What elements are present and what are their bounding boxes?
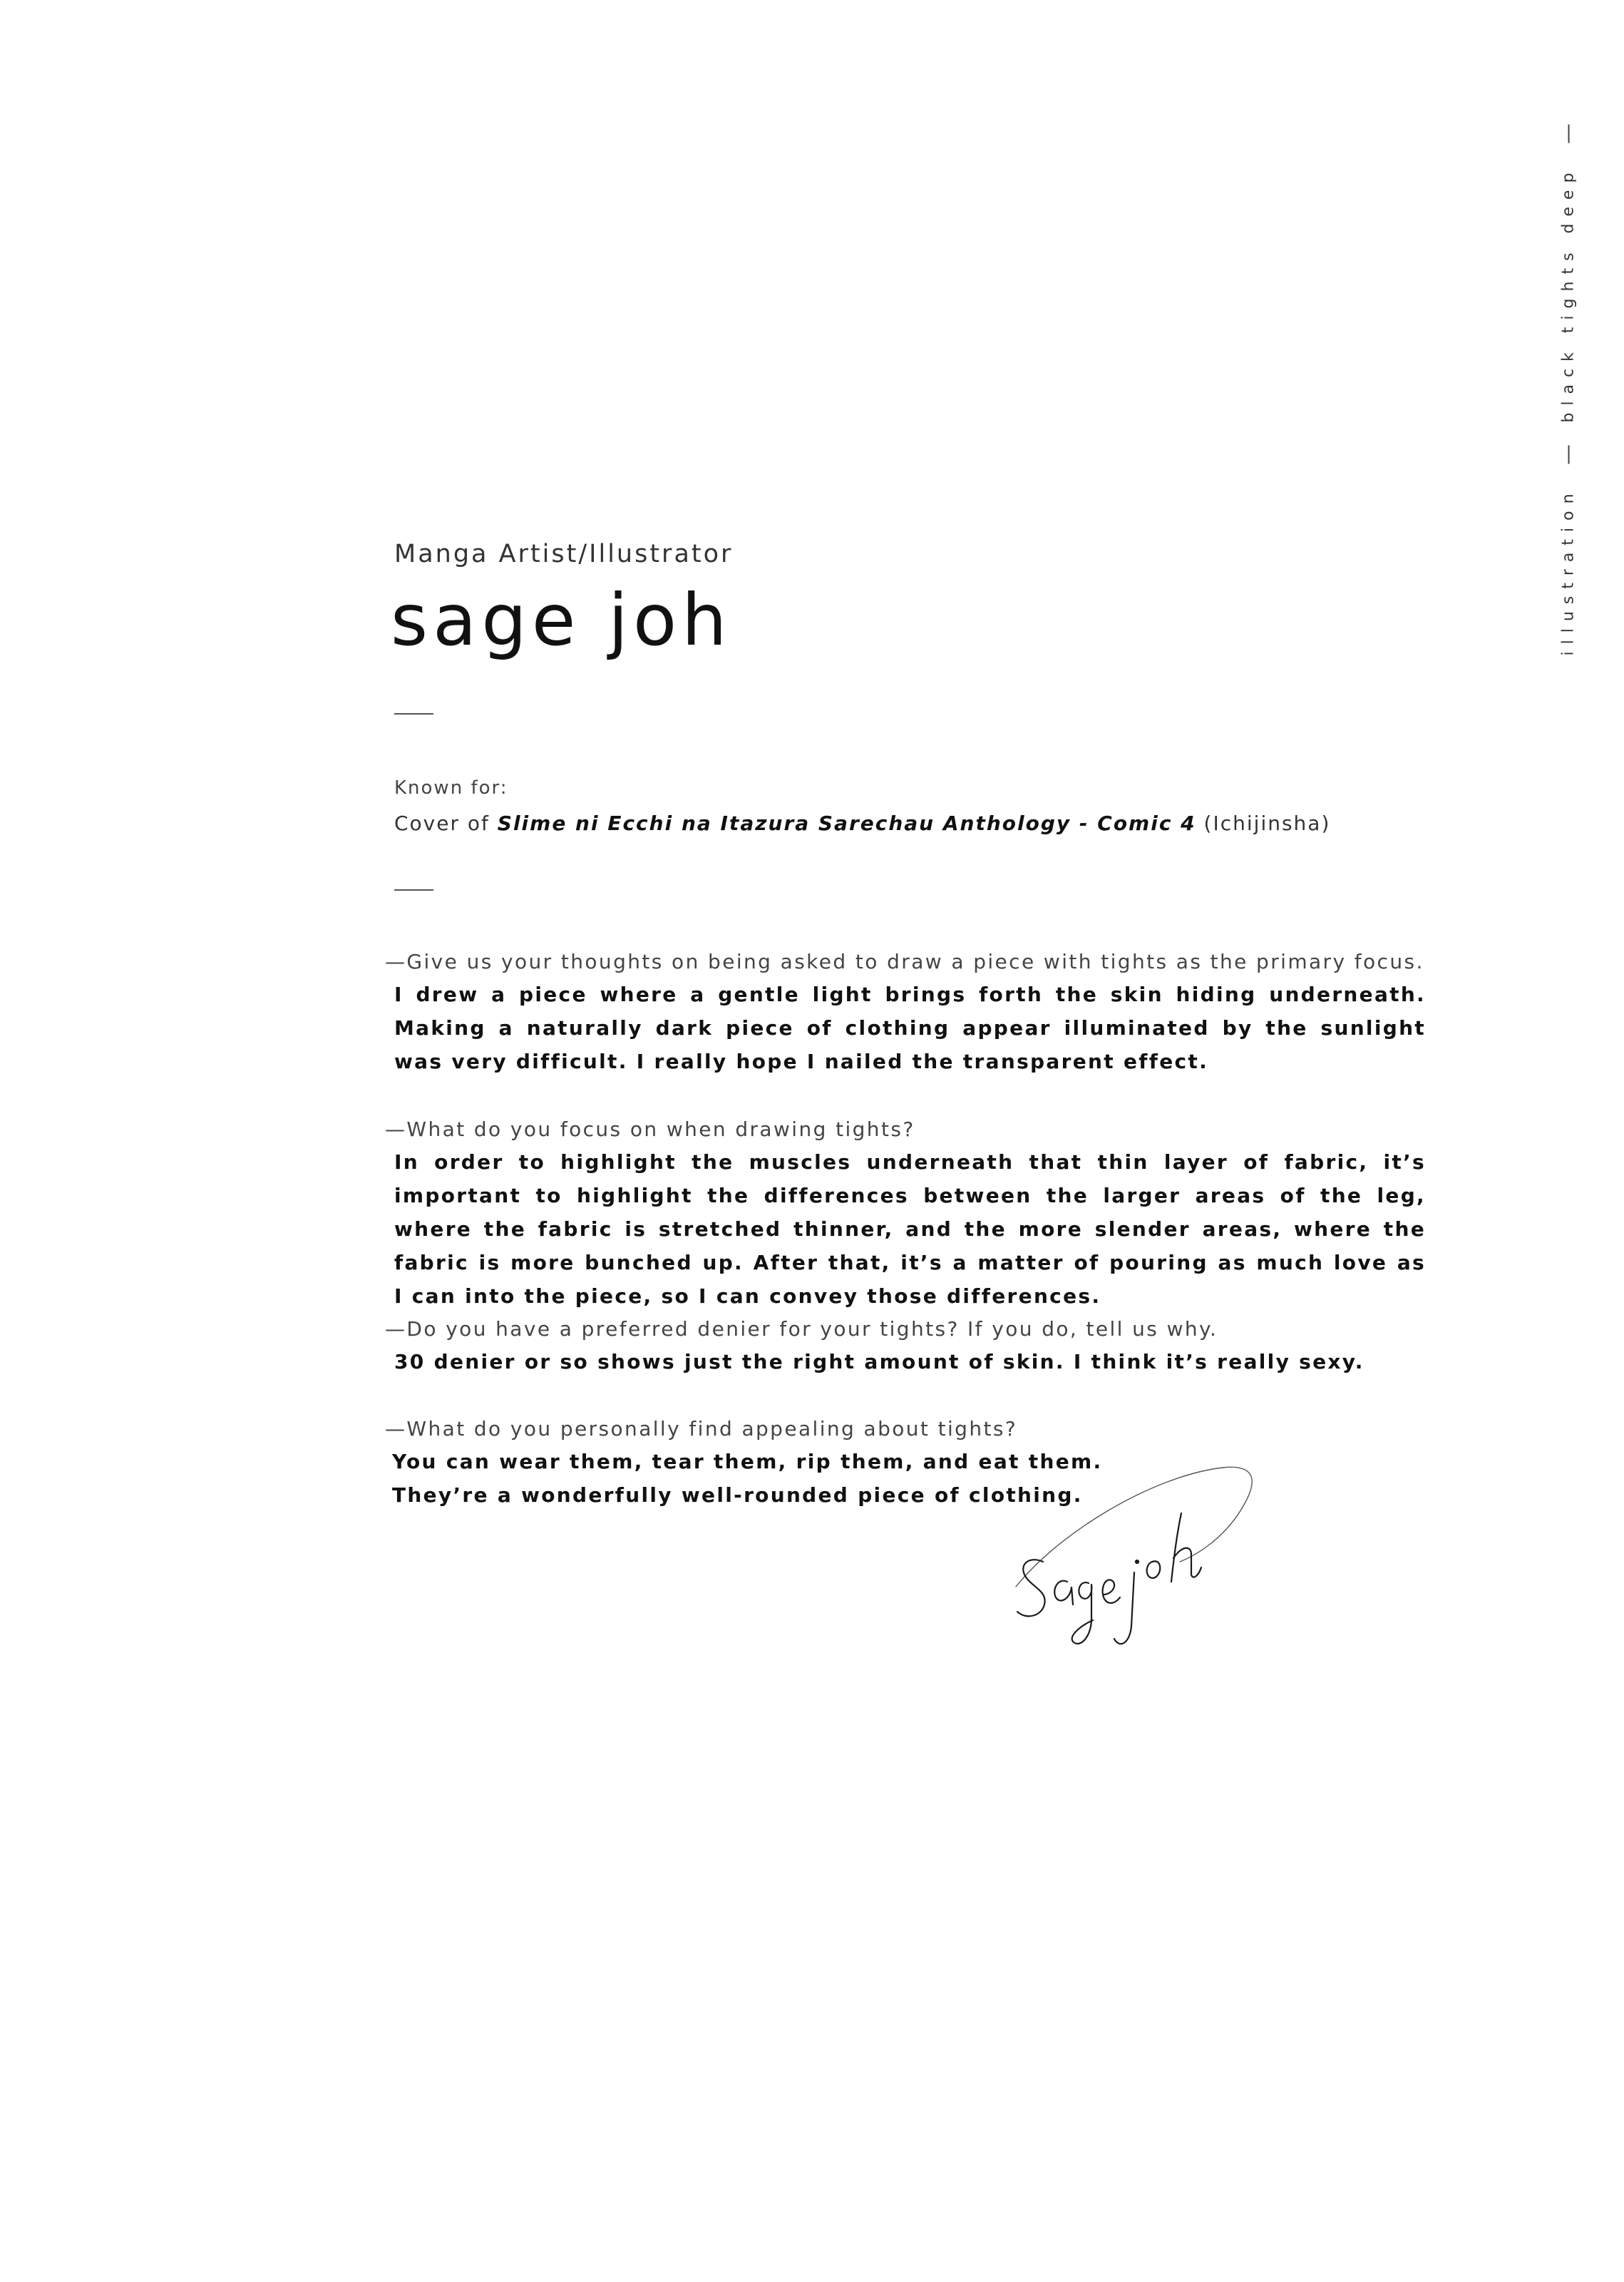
interview-answer-line-1: You can wear them, tear them, rip them, and eat them. (392, 1450, 1103, 1473)
side-label-illustration: illustration (1559, 486, 1578, 656)
interview-answer: I drew a piece where a gentle light brings forth the skin hiding underneath. Making a naturally dark piece of clothing appear illuminated by the sunlight was very difficult. I really hope I nailed the transparent effect. (394, 983, 1426, 1073)
side-label (1547, 125, 1590, 656)
artist-signature (1009, 1462, 1265, 1676)
interview-item-3 (385, 1314, 1426, 1378)
interview-answer-line-2: They’re a wonderfully well-rounded piece of clothing. (392, 1483, 1083, 1507)
side-label-black-tights-deep: black tights deep (1559, 165, 1578, 423)
side-label-divider (1568, 446, 1569, 464)
divider-rule-2 (394, 889, 433, 891)
artist-role: Manga Artist/Illustrator (394, 540, 734, 568)
interview-answer: In order to highlight the muscles underneath that thin layer of fabric, it’s important to highlight the differences between the larger areas of the leg, where the fabric is stretched thinner, and the more slender areas, where the fabric is more bunched up. After that, it’s a matter of pouring as much love as I can into the piece, so I can convey those differences. (394, 1150, 1426, 1308)
interview-item-2 (385, 1114, 1426, 1313)
known-for-line (394, 812, 1330, 835)
side-label-end-bar (1568, 125, 1569, 143)
interview-question: —What do you focus on when drawing tights? (385, 1117, 915, 1141)
known-for-label: Known for: (394, 777, 508, 799)
interview-question: —What do you personally find appealing about tights? (385, 1417, 1018, 1441)
artist-name: sage joh (391, 578, 732, 662)
interview-question: —Give us your thoughts on being asked to draw a piece with tights as the primary focus. (385, 950, 1424, 973)
interview-answer: 30 denier or so shows just the right amount of skin. I think it’s really sexy. (394, 1350, 1365, 1373)
interview-question: —Do you have a preferred denier for your tights? If you do, tell us why. (385, 1317, 1218, 1341)
interview-item-1 (385, 946, 1426, 1078)
divider-rule-1 (394, 713, 433, 715)
known-for-prefix: Cover of (394, 812, 498, 835)
known-for-publisher: (Ichijinsha) (1196, 812, 1331, 835)
interview-item-4 (385, 1413, 1426, 1512)
known-for-title: Slime ni Ecchi na Itazura Sarechau Anthology - Comic 4 (497, 812, 1196, 835)
